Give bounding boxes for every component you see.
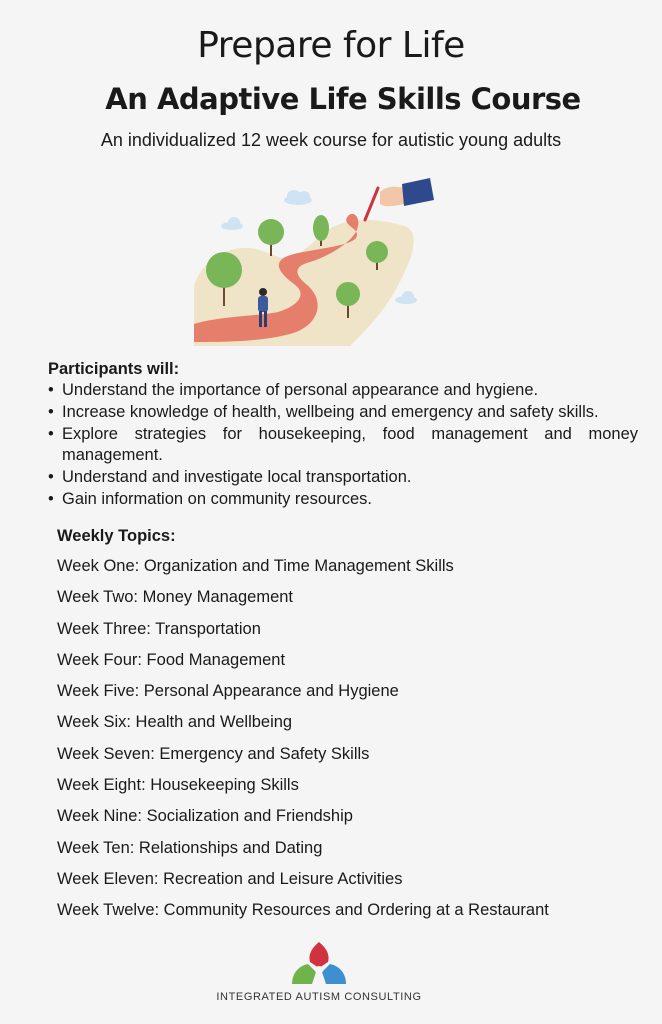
goal-item: • Explore strategies for housekeeping, food management and money management.: [48, 424, 638, 468]
company-logo-icon: [288, 940, 350, 990]
week-topic: Week Six: Health and Wellbeing: [57, 713, 293, 732]
weekly-topics-list: [57, 555, 637, 931]
participants-heading: Participants will:: [48, 360, 180, 378]
weekly-topics-heading: Weekly Topics:: [57, 527, 176, 545]
page-subtitle: An Adaptive Life Skills Course: [105, 82, 581, 116]
week-topic: Week Three: Transportation: [57, 619, 261, 638]
cloud-icon: [395, 291, 417, 304]
goal-item: • Understand and investigate local transportation.: [48, 467, 638, 489]
week-topic: Week Nine: Socialization and Friendship: [57, 807, 353, 826]
participant-goals-list: [48, 380, 638, 511]
goal-item: • Increase knowledge of health, wellbeing and emergency and safety skills.: [48, 402, 638, 424]
cloud-icon: [221, 217, 243, 230]
week-topic: Week Two: Money Management: [57, 588, 294, 607]
week-topic: Week Ten: Relationships and Dating: [57, 838, 323, 857]
life-path-illustration: [190, 176, 440, 346]
week-topic: Week Eight: Housekeeping Skills: [57, 776, 299, 795]
week-topic: Week Five: Personal Appearance and Hygiene: [57, 682, 399, 701]
tree-icon: [258, 219, 284, 256]
page-title: Prepare for Life: [197, 25, 465, 66]
week-topic: Week Twelve: Community Resources and Ordering at a Restaurant: [57, 901, 549, 920]
course-tagline: An individualized 12 week course for autistic young adults: [100, 130, 562, 150]
week-topic: Week Eleven: Recreation and Leisure Activities: [57, 869, 403, 888]
week-topic: Week One: Organization and Time Management Skills: [57, 557, 454, 575]
company-name: INTEGRATED AUTISM CONSULTING: [216, 991, 422, 1003]
cloud-icon: [284, 190, 312, 205]
week-topic: Week Seven: Emergency and Safety Skills: [57, 744, 370, 763]
goal-item: • Understand the importance of personal appearance and hygiene.: [48, 380, 638, 402]
goal-item: • Gain information on community resources.: [48, 489, 638, 511]
drawing-hand-icon: [365, 178, 434, 220]
week-topic: Week Four: Food Management: [57, 650, 286, 669]
